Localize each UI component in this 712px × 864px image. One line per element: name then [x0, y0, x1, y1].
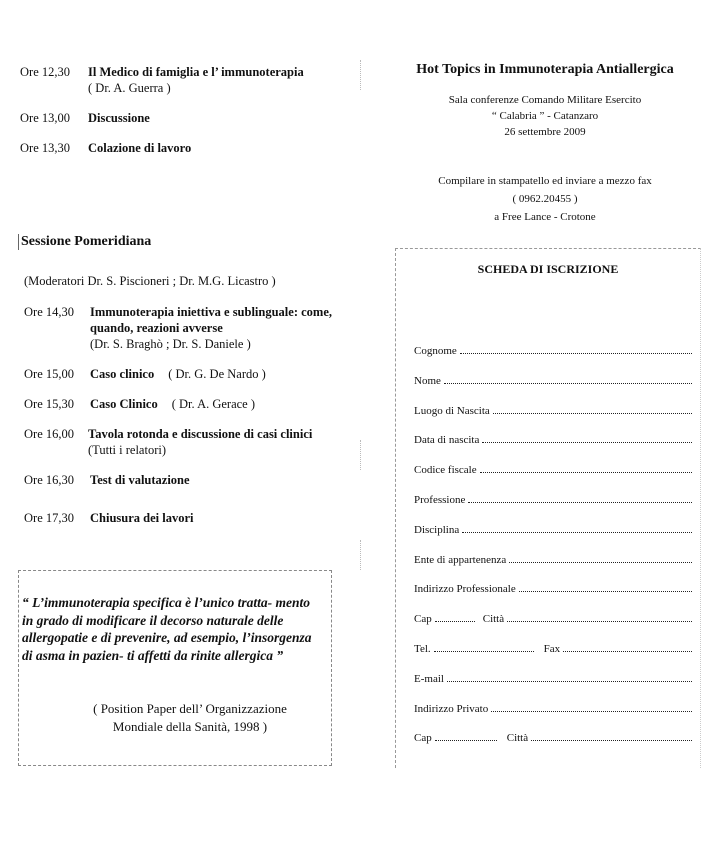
fax-number: ( 0962.20455 ) — [512, 193, 578, 205]
program-time: Ore 12,30 — [20, 65, 70, 79]
section-title: Sessione Pomeridiana — [18, 234, 151, 250]
field-label: Codice fiscale — [414, 464, 477, 477]
quote-source: ( Position Paper dell’ Organizzazione Mondiale della Sanità, 1998 ) — [93, 701, 287, 734]
event-date: 26 settembre 2009 — [504, 126, 586, 138]
program-time: Ore 17,30 — [24, 511, 74, 525]
instructions-text: Compilare in stampatello ed inviare a mezzo fax — [438, 175, 652, 187]
program-time: Ore 13,00 — [20, 111, 70, 125]
fill-line[interactable] — [462, 523, 692, 533]
fill-line[interactable] — [493, 404, 692, 414]
form-heading: SCHEDA DI ISCRIZIONE — [477, 262, 619, 276]
program-row — [24, 472, 344, 488]
program-speaker: (Dr. S. Braghò ; Dr. S. Daniele ) — [90, 337, 251, 351]
program-time: Ore 15,00 — [24, 367, 74, 381]
field-label: Luogo di Nascita — [414, 404, 490, 417]
fill-line[interactable] — [444, 374, 692, 384]
event-venue: Sala conferenze Comando Militare Esercito — [448, 94, 642, 106]
field-label: Cap — [414, 613, 432, 626]
field-professione[interactable] — [414, 493, 692, 523]
recipient: a Free Lance - Crotone — [494, 211, 596, 223]
program-title: Il Medico di famiglia e l’ immunoterapia — [88, 65, 304, 79]
fill-line[interactable] — [491, 702, 692, 712]
program-row — [20, 64, 340, 96]
fill-line[interactable] — [434, 642, 534, 652]
program-title: Discussione — [88, 111, 150, 125]
field-luogo-nascita[interactable] — [414, 404, 692, 434]
fold-mark — [360, 540, 361, 570]
field-label: Nome — [414, 374, 441, 387]
fill-line[interactable] — [509, 553, 692, 563]
program-time: Ore 15,30 — [24, 397, 74, 411]
field-nome[interactable] — [414, 374, 692, 404]
program-row — [24, 304, 344, 352]
program-speaker: ( Dr. A. Guerra ) — [88, 81, 171, 95]
program-speaker: (Tutti i relatori) — [88, 443, 167, 457]
field-label: Indirizzo Privato — [414, 702, 489, 715]
field-email[interactable] — [414, 672, 692, 702]
field-label: E-mail — [414, 672, 444, 685]
fold-mark — [360, 60, 361, 90]
field-label: Cognome — [414, 345, 457, 357]
field-codice-fiscale[interactable] — [414, 463, 692, 493]
program-title: Immunoterapia iniettiva e sublinguale: come, quando, reazioni avverse — [90, 305, 333, 335]
program-speaker: ( Dr. A. Gerace ) — [171, 397, 256, 411]
field-label: Città — [482, 613, 505, 626]
program-title: Chiusura dei lavori — [90, 511, 194, 525]
morning-program — [20, 64, 340, 170]
program-time: Ore 14,30 — [24, 305, 74, 319]
program-row — [24, 426, 344, 458]
event-venue-name: “ Calabria ” - Catanzaro — [491, 110, 599, 122]
field-cap-citta[interactable] — [414, 612, 692, 642]
program-title: Caso Clinico — [90, 397, 158, 411]
program-title: Test di valutazione — [90, 473, 190, 487]
field-indirizzo-professionale[interactable] — [414, 582, 692, 612]
program-speaker: ( Dr. G. De Nardo ) — [168, 367, 266, 381]
field-label: Data di nascita — [414, 434, 480, 447]
field-label: Indirizzo Professionale — [414, 583, 516, 596]
program-row — [24, 366, 344, 382]
registration-fields — [414, 344, 692, 761]
program-row — [24, 396, 344, 412]
fill-line[interactable] — [435, 731, 497, 741]
moderators: (Moderatori Dr. S. Piscioneri ; Dr. M.G. Licastro ) — [24, 274, 276, 288]
field-tel-fax[interactable] — [414, 642, 692, 672]
fill-line[interactable] — [447, 672, 692, 682]
field-label: Fax — [543, 642, 561, 655]
field-label: Ente di appartenenza — [414, 553, 507, 566]
field-label: Città — [506, 732, 529, 745]
event-info — [395, 92, 695, 140]
fill-line[interactable] — [460, 344, 692, 354]
program-time: Ore 16,00 — [24, 427, 74, 441]
fill-line[interactable] — [482, 433, 692, 443]
field-indirizzo-privato[interactable] — [414, 702, 692, 732]
fill-line[interactable] — [435, 612, 475, 622]
field-label: Professione — [414, 493, 466, 506]
program-title: Tavola rotonda e discussione di casi clinici — [88, 427, 313, 441]
field-label: Disciplina — [414, 523, 460, 536]
fill-line[interactable] — [531, 731, 692, 741]
field-cognome[interactable] — [414, 344, 692, 374]
field-ente[interactable] — [414, 553, 692, 583]
fax-instructions — [395, 172, 695, 226]
quote-text: “ L’immunoterapia specifica è l’unico tratta- mento in grado di modificare il decorso naturale delle allergopatie e di prevenire, ad esempio, l’insorgenza di asma in pazien- ti affetti da rinite allergica ” — [22, 595, 312, 663]
program-time: Ore 13,30 — [20, 141, 70, 155]
program-row — [20, 140, 340, 156]
program-title: Colazione di lavoro — [88, 141, 192, 155]
program-time: Ore 16,30 — [24, 473, 74, 487]
fill-line[interactable] — [563, 642, 692, 652]
field-data-nascita[interactable] — [414, 433, 692, 463]
fill-line[interactable] — [468, 493, 692, 503]
field-disciplina[interactable] — [414, 523, 692, 553]
fill-line[interactable] — [480, 463, 692, 473]
field-label: Tel. — [414, 642, 431, 655]
program-row — [24, 510, 344, 526]
fill-line[interactable] — [519, 582, 692, 592]
program-title: Caso clinico — [90, 367, 155, 381]
fold-mark — [360, 440, 361, 470]
afternoon-program — [24, 304, 344, 538]
field-cap-citta-2[interactable] — [414, 731, 692, 761]
event-title: Hot Topics in Immunoterapia Antiallergica — [416, 62, 674, 77]
field-label: Cap — [414, 732, 432, 745]
program-row — [20, 110, 340, 126]
fill-line[interactable] — [507, 612, 692, 622]
